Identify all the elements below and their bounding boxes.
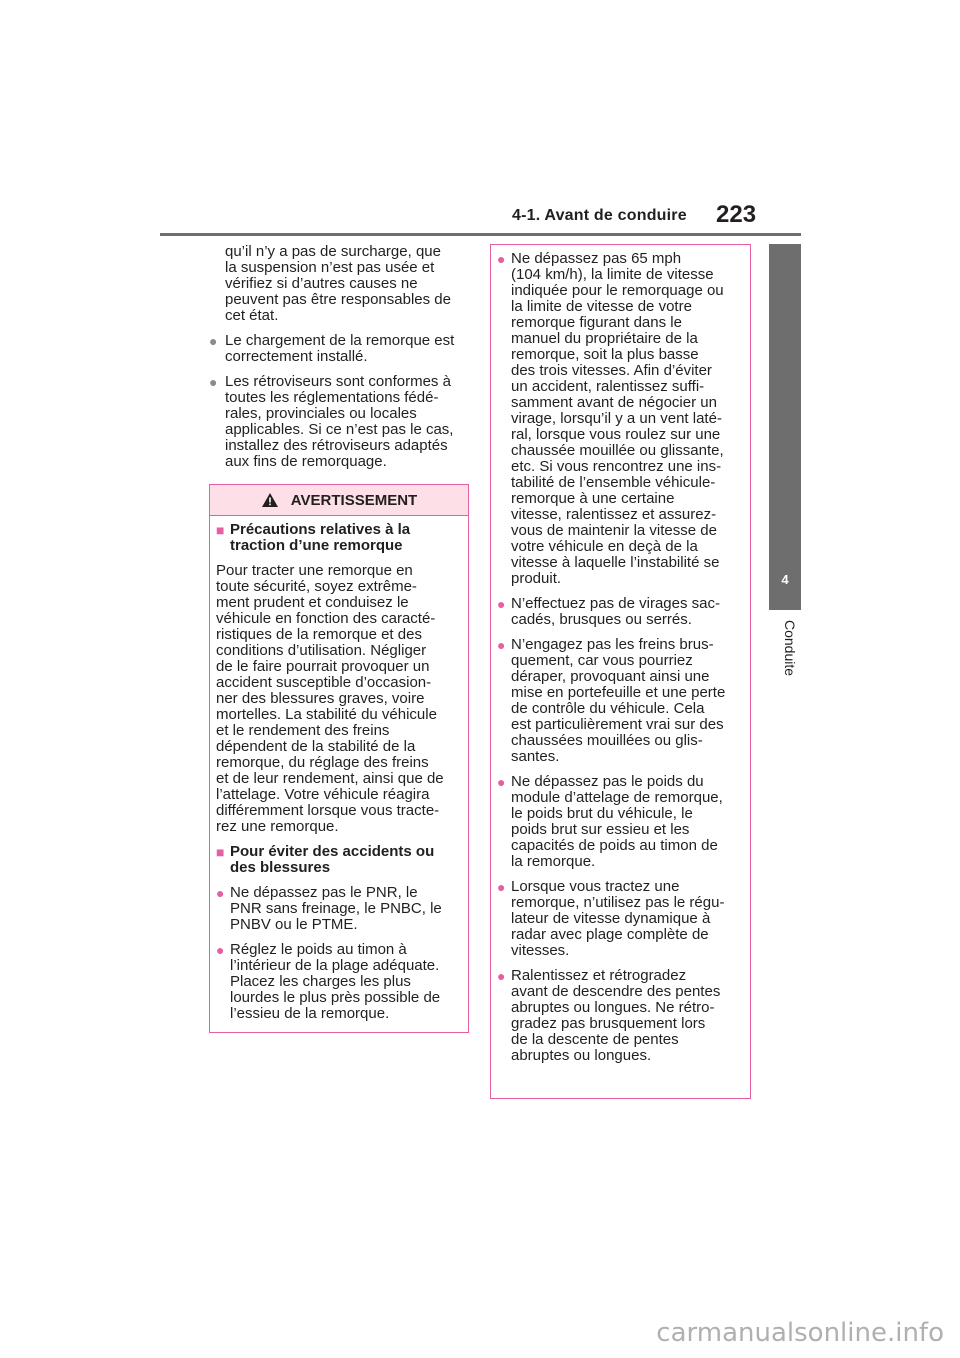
square-bullet-icon: ■ xyxy=(216,844,225,860)
continuation-text xyxy=(225,244,471,324)
text-line: de le faire pourrait provoquer un xyxy=(216,658,430,675)
text-line: (104 km/h), la limite de vitesse xyxy=(511,266,714,283)
text-line: correctement installé. xyxy=(225,348,368,365)
warning-triangle-icon xyxy=(261,492,279,508)
bullet-item xyxy=(497,251,742,587)
bullet-text xyxy=(511,251,742,587)
text-line: le poids brut du véhicule, le xyxy=(511,805,693,822)
text-line: vitesse à laquelle l’instabilité se xyxy=(511,554,720,571)
bullet-dot-icon: ● xyxy=(497,774,506,790)
text-line: et de leur rendement, ainsi que de xyxy=(216,770,444,787)
text-line: remorque, soit la plus basse xyxy=(511,346,699,363)
text-line: des trois vitesses. Afin d’éviter xyxy=(511,362,712,379)
page-number: 223 xyxy=(716,201,757,228)
text-line: abruptes ou longues. Ne rétro- xyxy=(511,999,715,1016)
text-line: ner des blessures graves, voire xyxy=(216,690,425,707)
text-line: poids brut sur essieu et les xyxy=(511,821,690,838)
text-line: la limite de vitesse de votre xyxy=(511,298,692,315)
bullet-text xyxy=(511,637,742,765)
text-line: différemment lorsque vous tracte- xyxy=(216,802,440,819)
text-line: gradez pas brusquement lors xyxy=(511,1015,706,1032)
text-line: ral, lorsque vous roulez sur une xyxy=(511,426,721,443)
text-line: mortelles. La stabilité du véhicule xyxy=(216,706,437,723)
text-line: avant de descendre des pentes xyxy=(511,983,721,1000)
text-line: chaussée mouillée ou glissante, xyxy=(511,442,724,459)
bullet-text xyxy=(225,333,471,365)
bullet-dot-icon: ● xyxy=(497,637,506,653)
text-line: l’essieu de la remorque. xyxy=(230,1005,390,1022)
right-bullet-list xyxy=(497,251,742,1064)
warning-body xyxy=(210,516,468,1022)
text-line: PNBV ou le PTME. xyxy=(230,916,358,933)
left-column xyxy=(209,244,471,479)
text-line: remorque, n’utilisez pas le régu- xyxy=(511,894,725,911)
chapter-label: Conduite xyxy=(782,620,798,677)
text-line: vérifiez si d’autres causes ne xyxy=(225,275,418,292)
text-line: vous de maintenir la vitesse de xyxy=(511,522,717,539)
text-line: applicables. Si ce n’est pas le cas, xyxy=(225,421,454,438)
text-line: cet état. xyxy=(225,307,279,324)
footer-watermark: carmanualsonline.info xyxy=(656,1318,944,1348)
text-line: Ralentissez et rétrogradez xyxy=(511,967,687,984)
bullet-item xyxy=(209,374,471,470)
text-line: dépendent de la stabilité de la xyxy=(216,738,416,755)
chapter-tab xyxy=(769,244,801,610)
warning-box xyxy=(209,484,469,1033)
bullet-item xyxy=(216,885,462,933)
text-line: déraper, provoquant ainsi une xyxy=(511,668,710,685)
text-line: santes. xyxy=(511,748,560,765)
text-line: lateur de vitesse dynamique à xyxy=(511,910,711,927)
text-line: de contrôle du véhicule. Cela xyxy=(511,700,705,717)
text-line: Les rétroviseurs sont conformes à xyxy=(225,373,451,390)
bullet-dot-icon: ● xyxy=(216,942,225,958)
text-line: des blessures xyxy=(230,859,331,876)
bullet-text xyxy=(230,942,462,1022)
bullet-dot-icon: ● xyxy=(497,251,506,267)
text-line: l’intérieur de la plage adéquate. xyxy=(230,957,440,974)
text-line: qu’il n’y a pas de surcharge, que xyxy=(225,243,441,260)
text-line: remorque figurant dans le xyxy=(511,314,682,331)
text-line: et le rendement des freins xyxy=(216,722,390,739)
bullet-text xyxy=(511,596,742,628)
warning-header xyxy=(210,485,468,516)
text-line: Ne dépassez pas 65 mph xyxy=(511,250,682,267)
bullet-dot-icon: ● xyxy=(497,968,506,984)
text-line: traction d’une remorque xyxy=(230,537,403,554)
text-line: radar avec plage complète de xyxy=(511,926,709,943)
text-line: conditions d’utilisation. Négliger xyxy=(216,642,427,659)
text-line: tabilité de l’ensemble véhicule- xyxy=(511,474,716,491)
text-line: Ne dépassez pas le poids du xyxy=(511,773,704,790)
text-line: Précautions relatives à la xyxy=(230,521,411,538)
text-line: Placez les charges les plus xyxy=(230,973,411,990)
text-line: ristiques de la remorque et des xyxy=(216,626,422,643)
text-line: produit. xyxy=(511,570,562,587)
text-line: quement, car vous pourriez xyxy=(511,652,693,669)
warning-title: AVERTISSEMENT xyxy=(290,491,418,509)
warning-bullet-list xyxy=(216,885,462,1022)
text-line: Lorsque vous tractez une xyxy=(511,878,680,895)
text-line: accident susceptible d’occasion- xyxy=(216,674,432,691)
bullet-text xyxy=(511,968,742,1064)
bullet-text xyxy=(511,774,742,870)
text-line: PNR sans freinage, le PNBC, le xyxy=(230,900,442,917)
text-line: Pour éviter des accidents ou xyxy=(230,843,435,860)
text-line: abruptes ou longues. xyxy=(511,1047,652,1064)
text-line: Le chargement de la remorque est xyxy=(225,332,455,349)
text-line: l’attelage. Votre véhicule réagira xyxy=(216,786,430,803)
chapter-number: 4 xyxy=(781,572,789,587)
square-bullet-icon: ■ xyxy=(216,522,225,538)
text-line: rez une remorque. xyxy=(216,818,339,835)
text-line: manuel du propriétaire de la xyxy=(511,330,698,347)
text-line: un accident, ralentissez suffi- xyxy=(511,378,705,395)
bullet-dot-icon: ● xyxy=(497,596,506,612)
header-rule xyxy=(160,233,801,236)
text-line: la remorque. xyxy=(511,853,596,870)
text-line: etc. Si vous rencontrez une ins- xyxy=(511,458,722,475)
text-line: N’engagez pas les freins brus- xyxy=(511,636,714,653)
bullet-dot-icon: ● xyxy=(209,374,218,390)
left-bullet-list xyxy=(209,333,471,470)
text-line: module d’attelage de remorque, xyxy=(511,789,723,806)
text-line: aux fins de remorquage. xyxy=(225,453,387,470)
bullet-dot-icon: ● xyxy=(216,885,225,901)
text-line: N’effectuez pas de virages sac- xyxy=(511,595,720,612)
text-line: ment prudent et conduisez le xyxy=(216,594,409,611)
bullet-item xyxy=(216,942,462,1022)
bullet-item xyxy=(497,596,742,628)
bullet-item xyxy=(209,333,471,365)
text-line: votre véhicule en deçà de la xyxy=(511,538,698,555)
bullet-dot-icon: ● xyxy=(497,879,506,895)
text-line: Réglez le poids au timon à xyxy=(230,941,407,958)
text-line: installez des rétroviseurs adaptés xyxy=(225,437,448,454)
warning-box-continued xyxy=(490,244,751,1099)
text-line: mise en portefeuille et une perte xyxy=(511,684,726,701)
bullet-text xyxy=(230,885,462,933)
bullet-item xyxy=(497,637,742,765)
text-line: cadés, brusques ou serrés. xyxy=(511,611,692,628)
text-line: peuvent pas être responsables de xyxy=(225,291,451,308)
bullet-item xyxy=(497,774,742,870)
text-line: lourdes le plus près possible de xyxy=(230,989,441,1006)
text-line: samment avant de négocier un xyxy=(511,394,717,411)
bullet-item xyxy=(497,879,742,959)
warning-heading-2 xyxy=(216,844,462,876)
warning-heading-1 xyxy=(216,522,462,554)
text-line: remorque, du réglage des freins xyxy=(216,754,429,771)
bullet-item xyxy=(497,968,742,1064)
text-line: toutes les réglementations fédé- xyxy=(225,389,439,406)
text-line: capacités de poids au timon de xyxy=(511,837,718,854)
text-line: chaussées mouillées ou glis- xyxy=(511,732,703,749)
text-line: vitesses. xyxy=(511,942,570,959)
text-line: indiquée pour le remorquage ou xyxy=(511,282,724,299)
text-line: virage, lorsqu’il y a un vent laté- xyxy=(511,410,722,427)
text-line: la suspension n’est pas usée et xyxy=(225,259,435,276)
warning-paragraph xyxy=(216,563,462,835)
bullet-dot-icon: ● xyxy=(209,333,218,349)
heading-text xyxy=(230,844,462,876)
text-line: Ne dépassez pas le PNR, le xyxy=(230,884,418,901)
text-line: Pour tracter une remorque en xyxy=(216,562,413,579)
text-line: remorque à une certaine xyxy=(511,490,675,507)
heading-text xyxy=(230,522,462,554)
text-line: toute sécurité, soyez extrême- xyxy=(216,578,417,595)
text-line: est particulièrement vrai sur des xyxy=(511,716,724,733)
bullet-text xyxy=(225,374,471,470)
bullet-text xyxy=(511,879,742,959)
section-title: 4-1. Avant de conduire xyxy=(512,207,687,224)
text-line: vitesse, ralentissez et assurez- xyxy=(511,506,717,523)
text-line: rales, provinciales ou locales xyxy=(225,405,417,422)
text-line: de la descente de pentes xyxy=(511,1031,679,1048)
text-line: véhicule en fonction des caracté- xyxy=(216,610,436,627)
